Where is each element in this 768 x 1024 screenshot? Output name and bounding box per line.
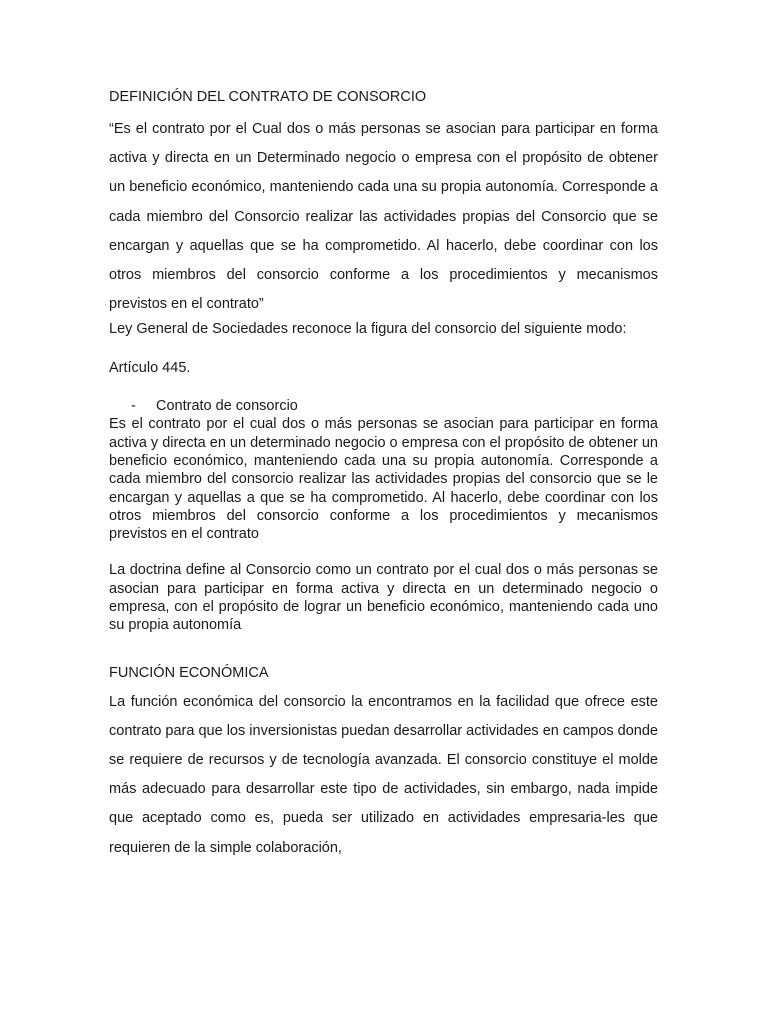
funcion-economica-paragraph: La función económica del consorcio la encontramos en la facilidad que ofrece este contrato para que los inversionistas puedan desarrollar actividades en campos donde se requiere de recursos y de tecnología avanzada. El consorcio constituye el molde más adecuado para desarrollar este tipo de actividades, sin embargo, nada impide que aceptado como es, pueda ser utilizado en actividades empresaria-les que requieren de la simple colaboración, [109,693,658,856]
section-title-definicion: DEFINICIÓN DEL CONTRATO DE CONSORCIO [109,89,427,105]
article-text-paragraph: Es el contrato por el cual dos o más personas se asocian para participar en forma activa y directa en un determinado negocio o empresa con el propósito de obtener un beneficio económico, manteniendo cada una su propia autonomía. Corresponde a cada miembro del consorcio realizar las actividades propias del consorcio que se le encargan y aquellas a que se ha comprometido. Al hacerlo, debe coordinar con los otros miembros del consorcio conforme a los procedimientos y mecanismos previstos en el contrato [109,416,658,543]
definition-quote: “Es el contrato por el Cual dos o más personas se asocian para participar en forma activa y directa en un Determinado negocio o empresa con el propósito de obtener un beneficio económico, manteniendo cada una su propia autonomía. Corresponde a cada miembro del Consorcio realizar las actividades propias del Consorcio que se encargan y aquellas que se ha comprometido. Al hacerlo, debe coordinar con los otros miembros del consorcio conforme a los procedimientos y mecanismos previstos en el contrato” [109,121,658,313]
bullet-label: Contrato de consorcio [156,398,298,415]
bullet-dash: - [131,398,136,415]
document-page [109,88,658,863]
doctrine-paragraph: La doctrina define al Consorcio como un contrato por el cual dos o más personas se asocian para participar en forma activa y directa en un determinado negocio o empresa, con el propósito de lograr un beneficio económico, manteniendo cada uno su propia autonomía [109,562,658,634]
bullet-item-contrato [109,397,658,415]
article-number: Artículo 445. [109,359,191,376]
law-intro-paragraph: Ley General de Sociedades reconoce la figura del consorcio del siguiente modo: [109,321,627,338]
section-title-funcion: FUNCIÓN ECONÓMICA [109,664,269,681]
